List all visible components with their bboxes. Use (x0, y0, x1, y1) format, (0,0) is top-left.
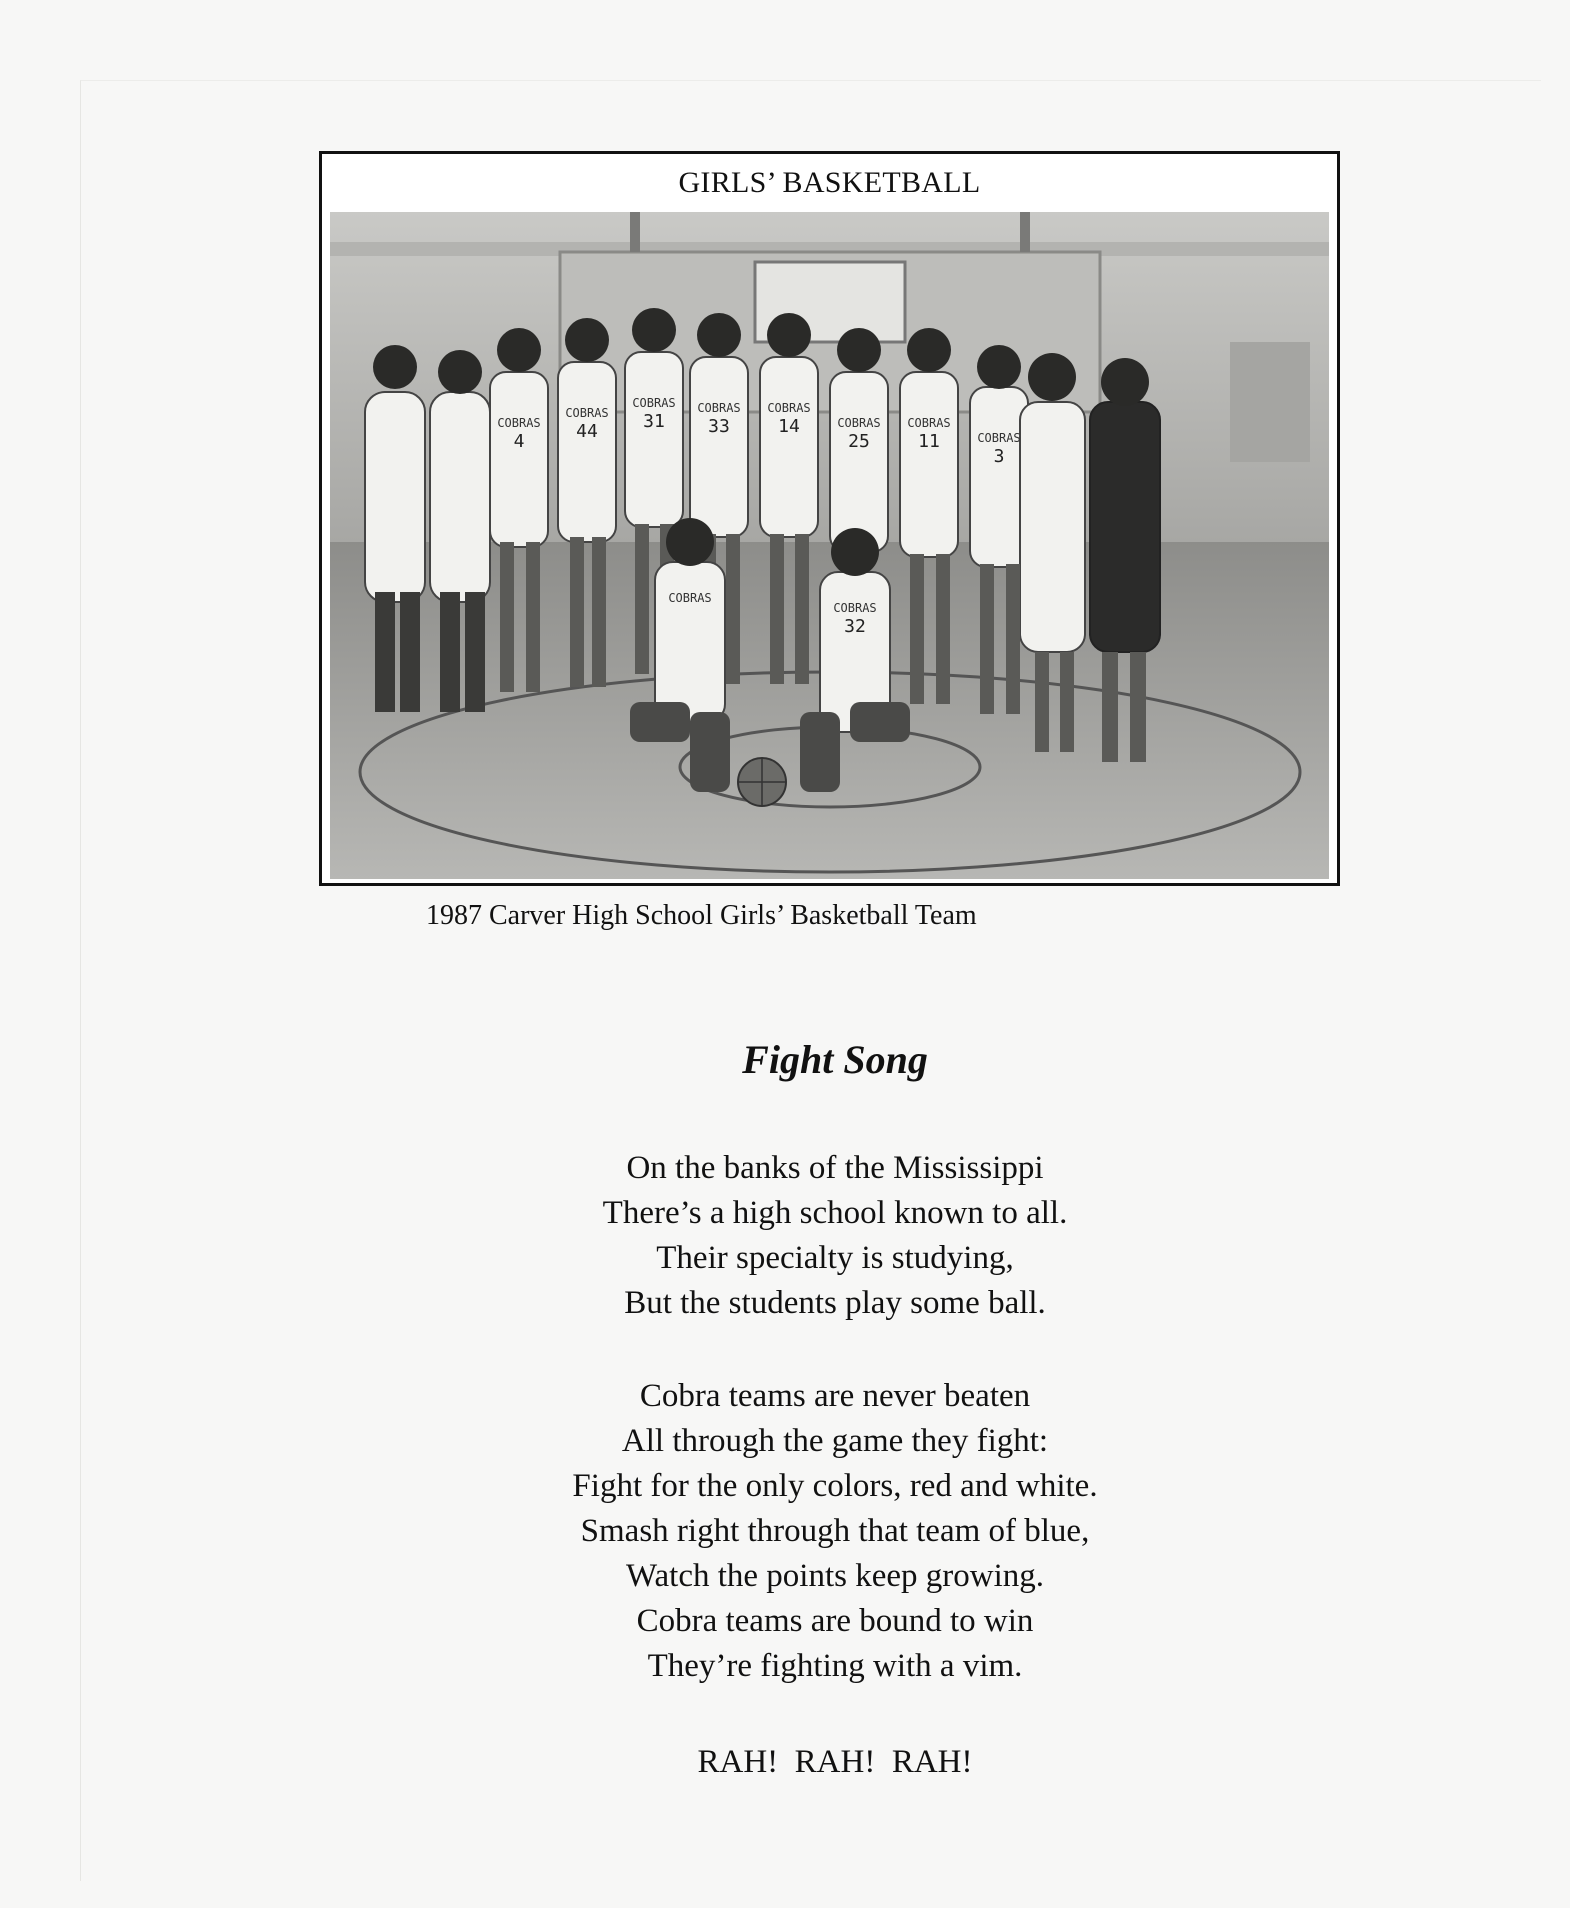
jersey-number: 14 (778, 416, 800, 437)
verse-line: Their specialty is studying, (656, 1240, 1014, 1276)
verse-line: Fight for the only colors, red and white. (572, 1468, 1098, 1504)
jersey-lettering: COBRAS (497, 416, 541, 430)
jersey-number: 11 (918, 431, 940, 452)
jersey-number: 31 (643, 411, 665, 432)
jersey-lettering: COBRAS (565, 406, 609, 420)
jersey-lettering: COBRAS (977, 431, 1021, 445)
verse-line: Smash right through that team of blue, (580, 1513, 1090, 1549)
song-title: Fight Song (742, 1037, 928, 1082)
jersey-number: 3 (993, 446, 1005, 467)
team-photo (330, 212, 1329, 879)
photo-frame (319, 151, 1340, 886)
photo-section-title: GIRLS’ BASKETBALL (678, 166, 981, 199)
song-verse-2 (0, 1374, 1570, 1689)
verse-line: All through the game they fight: (621, 1423, 1049, 1459)
verse-line: Watch the points keep growing. (626, 1558, 1044, 1594)
jersey-lettering: COBRAS (668, 591, 712, 605)
song-chant (0, 1740, 1570, 1785)
jersey-lettering: COBRAS (837, 416, 881, 430)
jersey-lettering: COBRAS (632, 396, 676, 410)
song-verse-1 (0, 1146, 1570, 1326)
jersey-lettering: COBRAS (697, 401, 741, 415)
jersey-lettering: COBRAS (833, 601, 877, 615)
verse-line: Cobra teams are bound to win (636, 1603, 1034, 1639)
chant-line: RAH! RAH! RAH! (697, 1744, 973, 1780)
photo-caption: 1987 Carver High School Girls’ Basketball Team (426, 900, 977, 931)
jersey-number: 44 (576, 421, 598, 442)
verse-line: There’s a high school known to all. (602, 1195, 1068, 1231)
verse-line: They’re fighting with a vim. (647, 1648, 1023, 1684)
jersey-lettering: COBRAS (767, 401, 811, 415)
verse-line: But the students play some ball. (624, 1285, 1046, 1321)
jersey-number: 25 (848, 431, 870, 452)
verse-line: On the banks of the Mississippi (626, 1150, 1044, 1186)
verse-line: Cobra teams are never beaten (639, 1378, 1031, 1414)
jersey-number: 4 (513, 431, 525, 452)
jersey-lettering: COBRAS (907, 416, 951, 430)
jersey-number: 33 (708, 416, 730, 437)
jersey-number: 32 (844, 616, 866, 637)
